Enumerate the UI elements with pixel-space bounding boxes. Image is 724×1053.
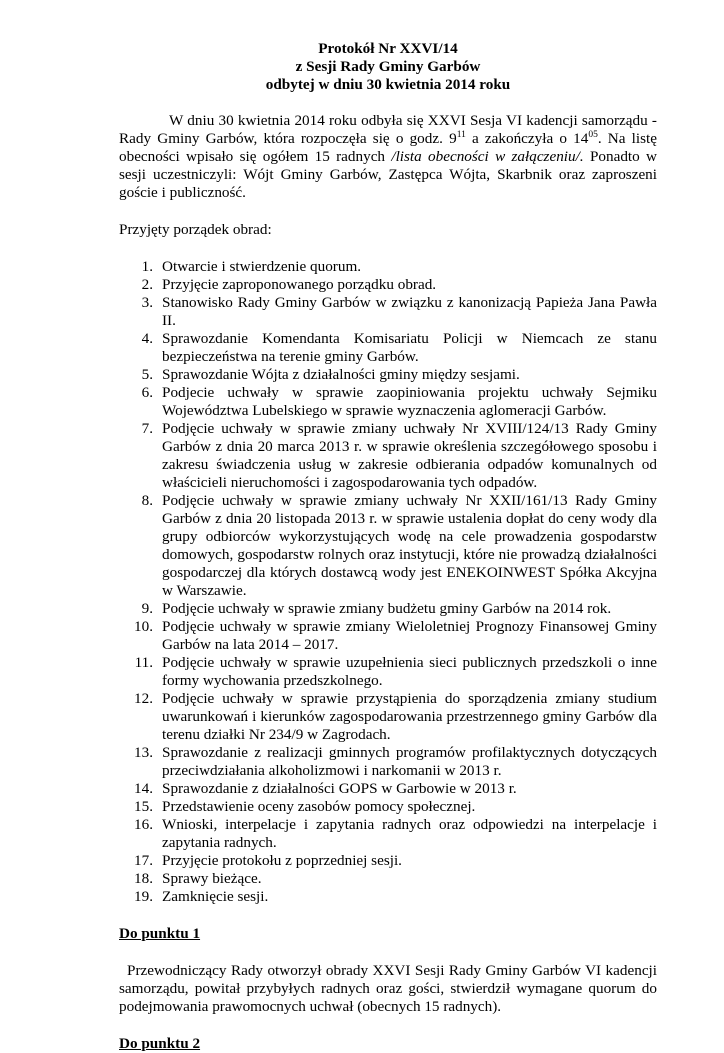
agenda-item-number: 5. (141, 366, 153, 383)
agenda-heading: Przyjęty porządek obrad: (119, 221, 272, 238)
agenda-item (119, 798, 657, 816)
agenda-item-number: 3. (141, 294, 153, 311)
agenda-item (119, 276, 657, 294)
agenda-item (119, 654, 657, 690)
section-2-heading: Do punktu 2 (119, 1035, 201, 1052)
agenda-item (119, 492, 657, 600)
agenda-item-number: 12. (134, 690, 153, 707)
agenda-item-text: Przyjęcie zaproponowanego porządku obrad. (162, 276, 437, 293)
section-1-body: Przewodniczący Rady otworzył obrady XXVI Sesji Rady Gminy Garbów VI kadencji samorządu, powitał przybyłych radnych oraz gości, stwierdził wymagane quorum do podejmowania prawomocnych uchwał (obecnych 15 radnych). (119, 962, 657, 1015)
agenda-item-number: 15. (134, 798, 153, 815)
agenda-item (119, 600, 657, 618)
agenda-item (119, 744, 657, 780)
agenda-item-text: Podjęcie uchwały w sprawie zmiany uchwały Nr XVIII/124/13 Rady Gminy Garbów z dnia 20 marca 2013 r. w sprawie określenia szczegółowego sposobu i zakresu świadczenia usług w zakresie odbierania odpadów komunalnych od właścicieli nieruchomości i zagospodarowania tych odpadów. (162, 420, 657, 491)
agenda-item-number: 6. (141, 384, 153, 401)
agenda-item (119, 420, 657, 492)
intro-paragraph (119, 112, 657, 202)
agenda-item-number: 7. (141, 420, 153, 437)
agenda-item-text: Stanowisko Rady Gminy Garbów w związku z kanonizacją Papieża Jana Pawła II. (162, 294, 657, 329)
agenda-item-text: Podjęcie uchwały w sprawie zmiany Wieloletniej Prognozy Finansowej Gminy Garbów na lata 2014 – 2017. (162, 618, 657, 653)
title-line-date: odbytej w dniu 30 kwietnia 2014 roku (265, 76, 511, 93)
agenda-item-number: 16. (134, 816, 153, 833)
agenda-item-text: Wnioski, interpelacje i zapytania radnych oraz odpowiedzi na interpelacje i zapytania radnych. (162, 816, 657, 851)
agenda-item-number: 18. (134, 870, 153, 887)
agenda-item (119, 690, 657, 744)
title-line-session: z Sesji Rady Gminy Garbów (295, 58, 481, 75)
agenda-item (119, 870, 657, 888)
agenda-item-number: 17. (134, 852, 153, 869)
agenda-item-text: Zamknięcie sesji. (162, 888, 269, 905)
agenda-item-number: 13. (134, 744, 153, 761)
intro-text-part3: . Na listę obecności wpisało się ogółem 15 radnych (119, 130, 657, 165)
agenda-item (119, 366, 657, 384)
agenda-item-text: Podjecie uchwały w sprawie zaopiniowania projektu uchwały Sejmiku Województwa Lubelskiego w sprawie wyznaczenia aglomeracji Garbów. (162, 384, 657, 419)
agenda-item (119, 888, 657, 906)
title-line-protocol-number: Protokół Nr XXVI/14 (318, 40, 458, 57)
agenda-item-number: 10. (134, 618, 153, 635)
agenda-item-text: Podjęcie uchwały w sprawie zmiany uchwały Nr XXII/161/13 Rady Gminy Garbów z dnia 20 listopada 2013 r. w sprawie ustalenia dopłat do ceny wody dla grupy odbiorców wykorzystujących wodę na cele prowadzenia gospodarstw domowych, gospodarstw rolnych oraz instytucji, które nie prowadzą działalności gospodarczej dla których dostawcą wody jest ENEKOINWEST Spółka Akcyjna w Warszawie. (162, 492, 657, 599)
agenda-item-text: Otwarcie i stwierdzenie quorum. (162, 258, 362, 275)
agenda-item (119, 852, 657, 870)
intro-text-part4: Ponadto w sesji uczestniczyli: Wójt Gminy Garbów, Zastępca Wójta, Skarbnik oraz zaproszeni goście i publiczność. (119, 148, 658, 201)
agenda-item-text: Podjęcie uchwały w sprawie uzupełnienia sieci publicznych przedszkoli o inne formy wychowania przedszkolnego. (162, 654, 657, 689)
agenda-item-text: Podjęcie uchwały w sprawie przystąpienia do sporządzenia zmiany studium uwarunkowań i kierunków zagospodarowania przestrzennego gminy Garbów dla terenu działki Nr 234/9 w Zagrodach. (162, 690, 657, 743)
agenda-item (119, 618, 657, 654)
agenda-item-number: 19. (134, 888, 153, 905)
agenda-item-text: Sprawy bieżące. (162, 870, 262, 887)
agenda-item-number: 1. (141, 258, 153, 275)
end-time-minutes: 05 (588, 130, 598, 140)
agenda-item-text: Podjęcie uchwały w sprawie zmiany budżetu gminy Garbów na 2014 rok. (162, 600, 612, 617)
agenda-item-text: Sprawozdanie Komendanta Komisariatu Policji w Niemcach ze stanu bezpieczeństwa na terenie gminy Garbów. (162, 330, 657, 365)
agenda-item-text: Sprawozdanie Wójta z działalności gminy między sesjami. (162, 366, 520, 383)
agenda-item-text: Przyjęcie protokołu z poprzedniej sesji. (162, 852, 402, 869)
agenda-item-number: 4. (141, 330, 153, 347)
intro-text-part2: a zakończyła o 14 (465, 130, 589, 147)
agenda-item (119, 384, 657, 420)
document-title (119, 40, 657, 94)
agenda-item-text: Sprawozdanie z realizacji gminnych programów profilaktycznych dotyczących przeciwdziałania alkoholizmowi i narkomanii w 2013 r. (162, 744, 657, 779)
start-time-minutes: 11 (456, 130, 466, 140)
document-page (119, 40, 657, 1053)
agenda-item-text: Sprawozdanie z działalności GOPS w Garbowie w 2013 r. (162, 780, 517, 797)
agenda-item-number: 8. (141, 492, 153, 509)
agenda-item-number: 11. (134, 654, 153, 671)
attendance-note: /lista obecności w załączeniu/. (391, 148, 584, 165)
agenda-item (119, 780, 657, 798)
agenda-item-number: 9. (141, 600, 153, 617)
agenda-item (119, 330, 657, 366)
agenda-item (119, 258, 657, 276)
agenda-item-number: 2. (141, 276, 153, 293)
agenda-item-number: 14. (134, 780, 153, 797)
agenda-list (119, 258, 657, 906)
agenda-item (119, 816, 657, 852)
agenda-item-text: Przedstawienie oceny zasobów pomocy społecznej. (162, 798, 476, 815)
agenda-item (119, 294, 657, 330)
intro-text-part1: W dniu 30 kwietnia 2014 roku odbyła się XXVI Sesja VI kadencji samorządu - Rady Gminy Garbów, która rozpoczęła się o godz. 9 (119, 112, 657, 147)
section-1-heading: Do punktu 1 (119, 925, 201, 942)
